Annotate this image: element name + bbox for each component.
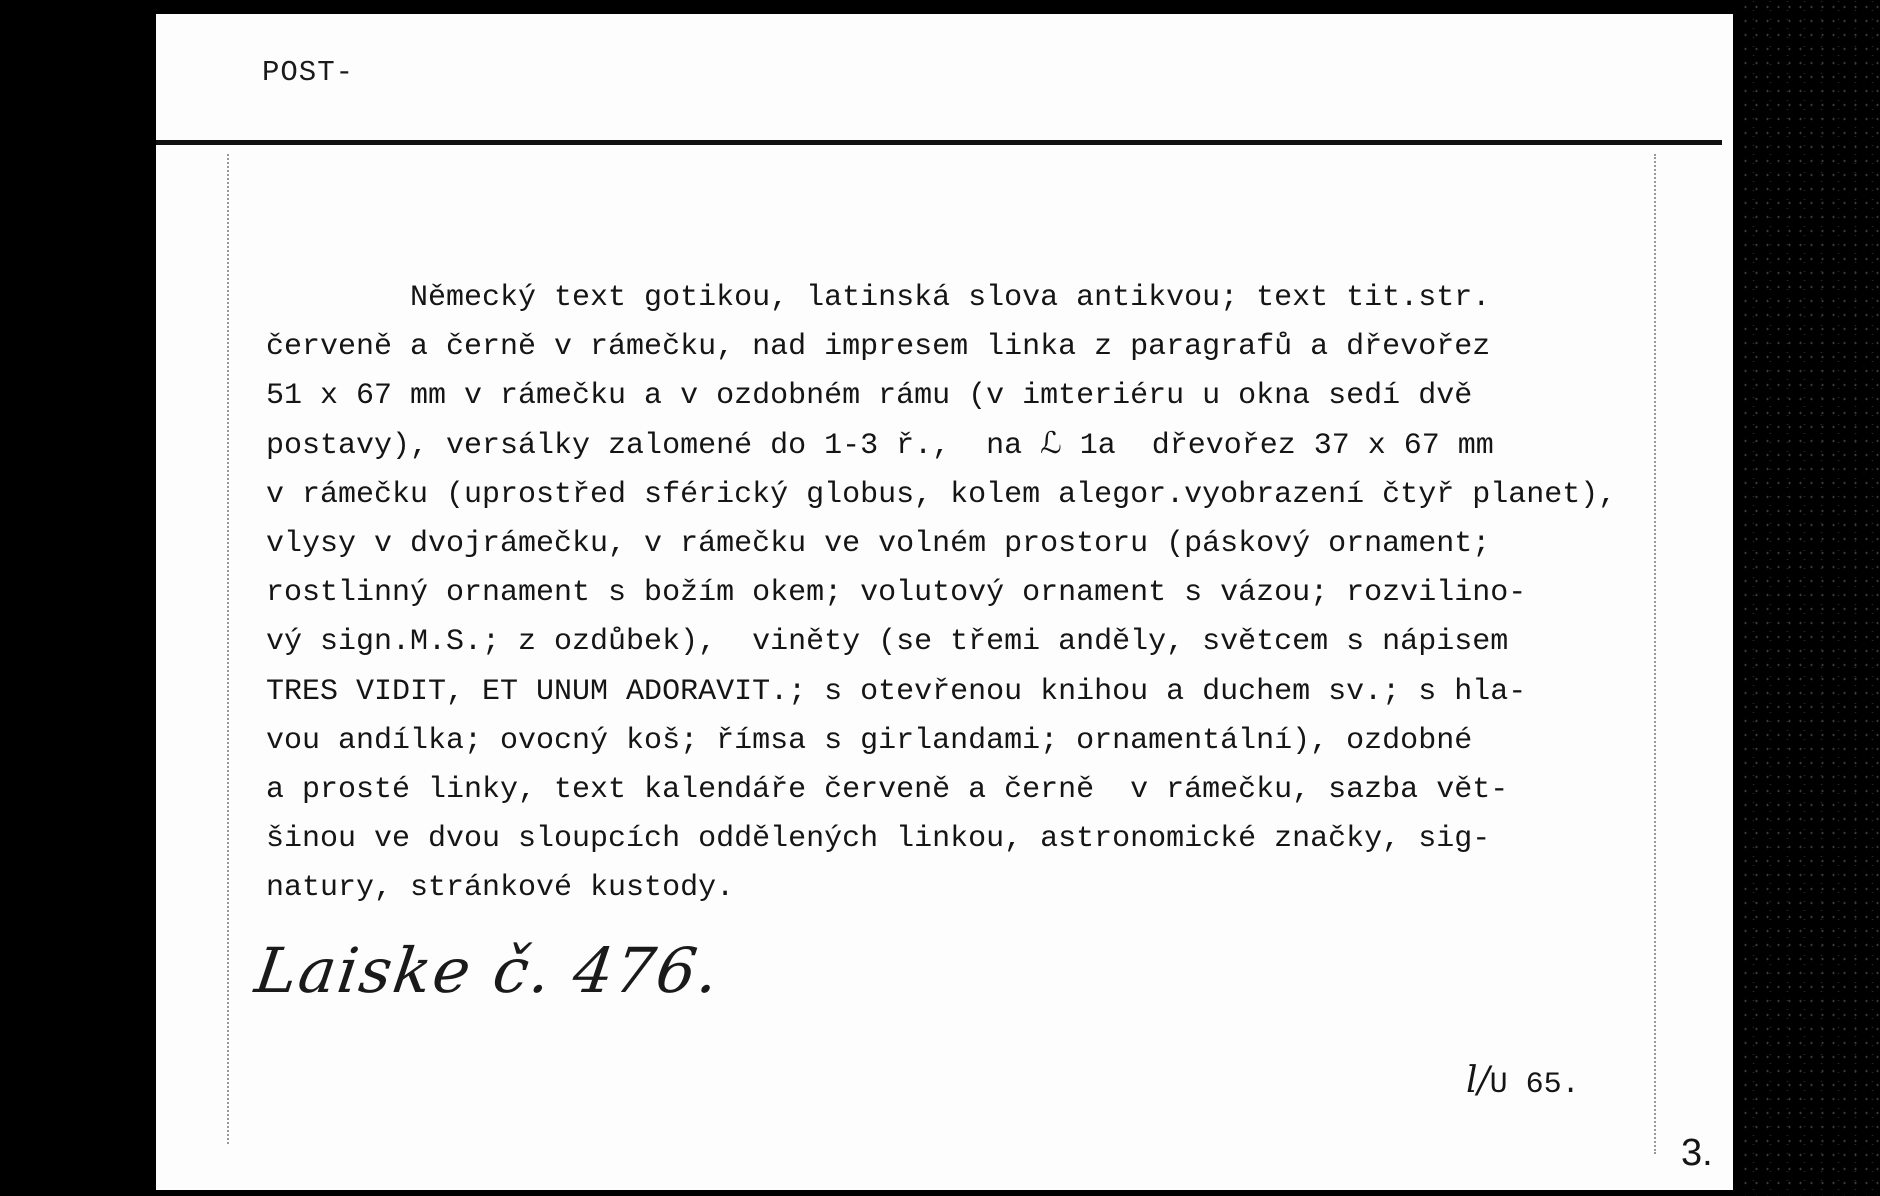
reference-mark [1466, 1060, 1580, 1102]
description-line: a prosté linky, text kalendáře červeně a černě v rámečku, sazba vět- [266, 773, 1509, 808]
description-line: TRES VIDIT, ET UNUM ADORAVIT.; s otevřenou knihou a duchem sv.; s hla- [266, 674, 1527, 709]
description-line: rostlinný ornament s božím okem; volutový ornament s vázou; rozvilino- [266, 576, 1527, 611]
description-line: 51 x 67 mm v rámečku a v ozdobném rámu (v imteriéru u okna sedí dvě [266, 379, 1473, 414]
description-line: Německý text gotikou, latinská slova antikvou; text tit.str. [266, 281, 1491, 315]
reference-number: U 65. [1489, 1068, 1580, 1102]
left-margin-line [227, 154, 229, 1144]
description-line: v rámečku (uprostřed sférický globus, kolem alegor.vyobrazení čtyř planet), [266, 477, 1617, 512]
header-rule [156, 140, 1722, 145]
description-line: šinou ve dvou sloupcích oddělených linkou, astronomické značky, sig- [266, 822, 1491, 857]
handwritten-note: Laiske č. 476. [250, 934, 726, 1007]
description-line: vlysy v dvojrámečku, v rámečku ve volném prostoru (páskový ornament; [266, 527, 1491, 562]
reference-scribble: l/ [1466, 1060, 1490, 1101]
description-line: natury, stránkové kustody. [266, 871, 735, 906]
catalog-card [156, 14, 1733, 1190]
card-number: 3. [1681, 1132, 1713, 1174]
description-line: červeně a černě v rámečku, nad impresem linka z paragrafů a dřevořez [266, 330, 1491, 365]
description-line: postavy), versálky zalomené do 1-3 ř., na ℒ 1a dřevořez 37 x 67 mm [266, 428, 1494, 463]
description-line: vý sign.M.S.; z ozdůbek), viněty (se třemi anděly, světcem s nápisem [266, 625, 1509, 660]
header-label: POST- [262, 56, 355, 89]
description-line: vou andílka; ovocný koš; římsa s girlandami; ornamentální), ozdobné [266, 723, 1473, 758]
scan-margin-noise [1740, 0, 1880, 1196]
card-description [266, 274, 1686, 914]
